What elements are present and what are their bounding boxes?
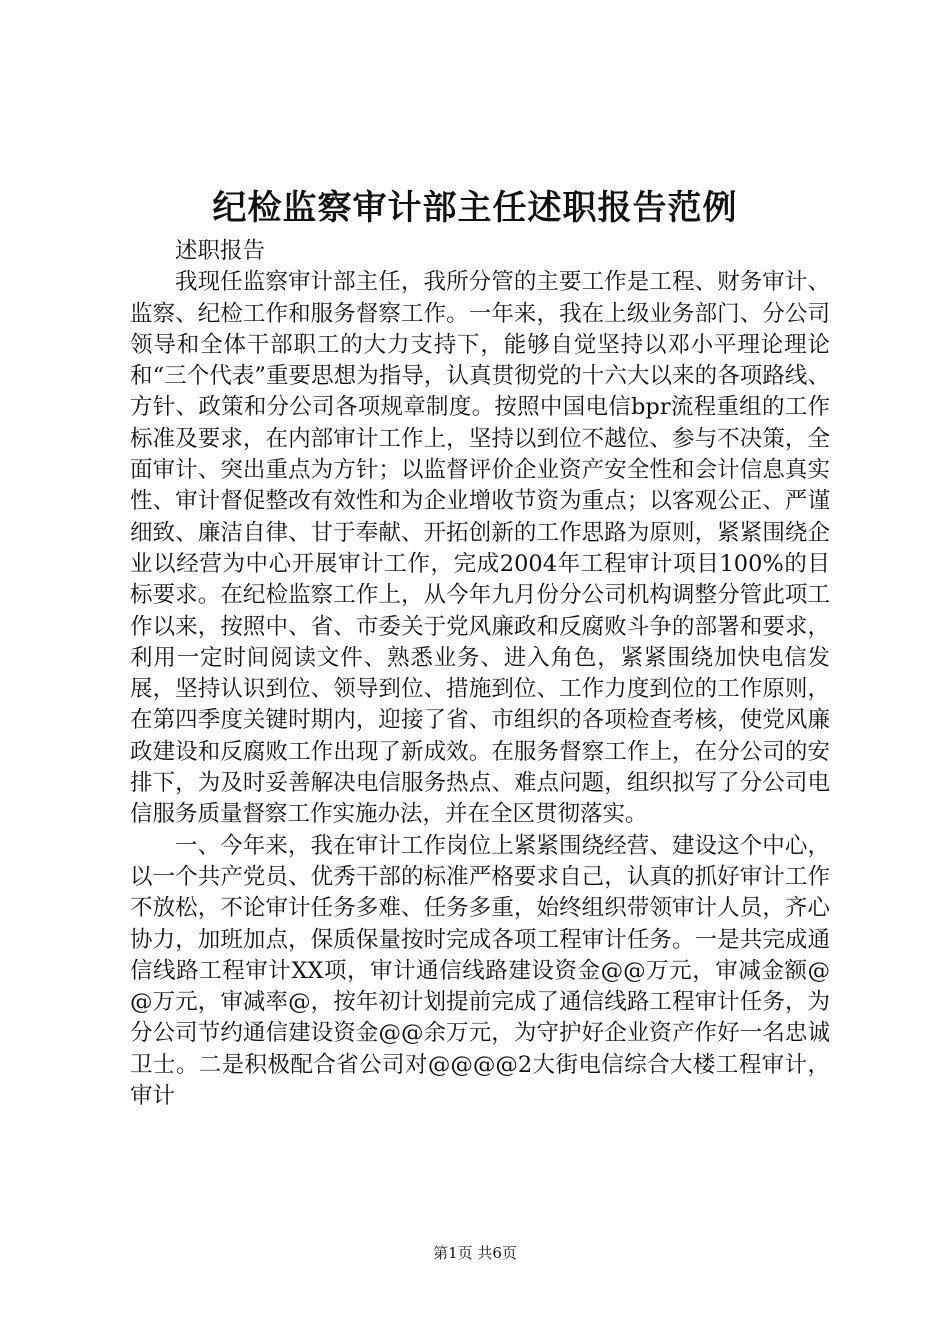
body-paragraph-intro: 我现任监察审计部主任，我所分管的主要工作是工程、财务审计、监察、纪检工作和服务督察工作。一年来，我在上级业务部门、分公司领导和全体干部职工的大力支持下，能够自觉坚持以邓小平理论理论和“三个代表”重要思想为指导，认真贯彻党的十六大以来的各项路线、方针、政策和分公司各项规章制度。按照中国电信bpr流程重组的工作标准及要求，在内部审计工作上，坚持以到位不越位、参与不决策，全面审计、突出重点为方针；以监督评价企业资产安全性和会计信息真实性、审计督促整改有效性和为企业增收节资为重点；以客观公正、严谨细致、廉洁自律、甘于奉献、开拓创新的工作思路为原则，紧紧围绕企业以经营为中心开展审计工作，完成2004年工程审计项目100%的目标要求。在纪检监察工作上，从今年九月份分公司机构调整分管此项工作以来，按照中、省、市委关于党风廉政和反腐败斗争的部署和要求，利用一定时间阅读文件、熟悉业务、进入角色，紧紧围绕加快电信发展，坚持认识到位、领导到位、措施到位、工作力度到位的工作原则，在第四季度关键时期内，迎接了省、市组织的各项检查考核，使党风廉政建设和反腐败工作出现了新成效。在服务督察工作上，在分公司的安排下，为及时妥善解决电信服务热点、难点问题，组织拟写了分公司电信服务质量督察工作实施办法，并在全区贯彻落实。 (130, 269, 830, 828)
document-body (130, 236, 830, 1112)
document-subtitle: 述职报告 (175, 238, 266, 264)
document-title: 纪检监察审计部主任述职报告范例 (212, 188, 738, 228)
body-paragraph-audit: 一、今年来，我在审计工作岗位上紧紧围绕经营、建设这个中心，以一个共产党员、优秀干部的标准严格要求自己，认真的抓好审计工作不放松，不论审计任务多难、任务多重，始终组织带领审计人员，齐心协力，加班加点，保质保量按时完成各项工程审计任务。一是共完成通信线路工程审计XX项，审计通信线路建设资金@@万元，审减金额@@万元，审减率@，按年初计划提前完成了通信线路工程审计任务，为分公司节约通信建设资金@@余万元，为守护好企业资产作好一名忠诚卫士。二是积极配合省公司对@@@@2大街电信综合大楼工程审计，审计 (130, 832, 830, 1110)
page-number-footer: 第1页 共6页 (433, 1244, 517, 1262)
